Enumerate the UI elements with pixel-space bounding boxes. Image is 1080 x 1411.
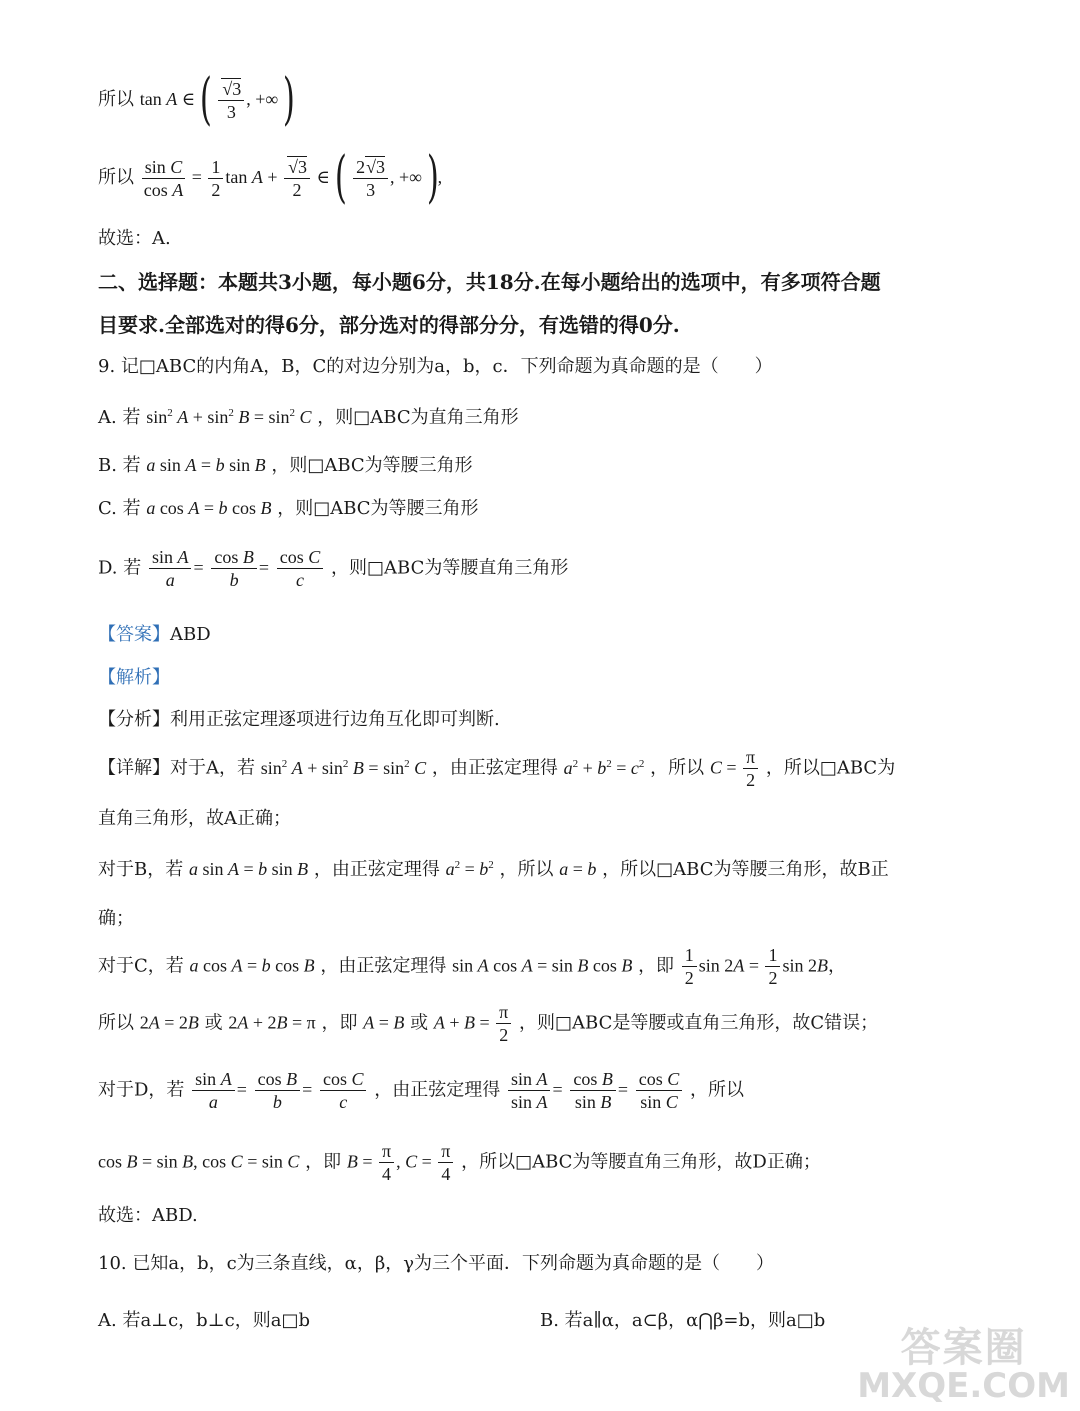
q9-detail-a-line2: 直角三角形，故A正确； xyxy=(98,808,291,829)
q9-option-a: A. 若 $\sin^2 A + \sin^2 B = \sin^2 C$ ，则□ABC为直角三角形 xyxy=(98,407,519,428)
section-heading-line2: 目要求.全部选对的得6分，部分选对的得部分分，有选错的得0分. xyxy=(98,313,680,337)
q9-final: 故选：ABD. xyxy=(98,1205,198,1226)
q10-stem: 10. 已知a，b，c为三条直线，α，β，γ为三个平面．下列命题为真命题的是（ ） xyxy=(98,1253,774,1274)
watermark-logo: 答案圈 MXQE.COM xyxy=(857,1325,1070,1407)
q9-detail-b: 对于B，若 a sin A = b sin B ，由正弦定理得 $a^2 = b^2$ ，所以 a = b ，所以□ABC为等腰三角形，故B正 xyxy=(98,859,889,880)
q9-answer: 【答案】ABD xyxy=(98,624,211,645)
q9-analysis-tag: 【解析】 xyxy=(98,667,170,688)
q9-option-d: D. 若 $\frac{\text{sin A}}{a}$ = $\frac{\text{cos B}}{b}$ = $\frac{\text{cos C}}{c}$ ，则□ABC为等腰直角三角形 xyxy=(98,547,569,590)
q9-detail-d: 对于D，若 $\frac{\text{sin A}}{a}$ = $\frac{\text{cos B}}{b}$ = $\frac{\text{cos C}}{c}$ ，由正弦定理得 $\frac{\text{sin A}}{\text{sin A}}$ = $\frac{\text{cos B}}{\text{sin B}}$ = $\frac{\text{cos C}}{\text{sin C}}$ ，所以 xyxy=(98,1069,744,1112)
q9-option-b: B. 若 a sin A = b sin B ，则□ABC为等腰三角形 xyxy=(98,455,473,476)
section-heading-line1: 二、选择题：本题共3小题，每小题6分，共18分.在每小题给出的选项中，有多项符合题 xyxy=(98,270,881,294)
q9-option-c: C. 若 a cos A = b cos B ，则□ABC为等腰三角形 xyxy=(98,498,479,519)
q9-detail-c: 对于C，若 a cos A = b cos B ，由正弦定理得 sin A cos A = sin B cos B ，即 $\frac{1}{2}$ sin 2A = $\frac{1}{2}$ sin 2B， xyxy=(98,945,846,988)
ratio-range-line: 所以 $\frac{\text{sin C}}{\text{cos A}}$ = $\frac{1}{2}$ tan A + $\frac{√3}{2}$ ∈ ( $\frac{2√3}{3}$ , +∞ ), xyxy=(98,145,443,210)
q10-option-b: B. 若a∥α，a⊂β，α⋂β=b，则a□b xyxy=(540,1310,826,1331)
q9-stem: 9. 记□ABC的内角A，B，C的对边分别为a，b，c．下列命题为真命题的是（ ） xyxy=(98,356,773,377)
q10-option-a: A. 若a⊥c，b⊥c，则a□b xyxy=(98,1310,310,1331)
choose-a-line: 故选：A. xyxy=(98,228,171,249)
tan-range-line: 所以 tan A ∈ ( $\frac{√3}{3}$ , +∞ ) xyxy=(98,67,295,132)
q9-detail-a: 【详解】对于A，若 $\sin^2 A + \sin^2 B = \sin^2 C$ ，由正弦定理得 $a^2 + b^2 = c^2$ ，所以 C = $\frac{\pi}{2}$ ，所以□ABC为 xyxy=(98,747,896,790)
q9-detail-c-line2: 所以 2A = 2B 或 2A + 2B = π ，即 A = B 或 A + B = $\frac{\pi}{2}$ ，则□ABC是等腰或直角三角形，故C错误； xyxy=(98,1002,879,1045)
q9-detail-d-line2: cos B = sin B, cos C = sin C ，即 B = $\frac{\pi}{4}$ , C = $\frac{\pi}{4}$ ，所以□ABC为等腰直角三角形，故D正确； xyxy=(98,1141,821,1184)
q9-fenxi: 【分析】利用正弦定理逐项进行边角互化即可判断. xyxy=(98,709,500,730)
q9-detail-b-line2: 确； xyxy=(98,908,134,929)
